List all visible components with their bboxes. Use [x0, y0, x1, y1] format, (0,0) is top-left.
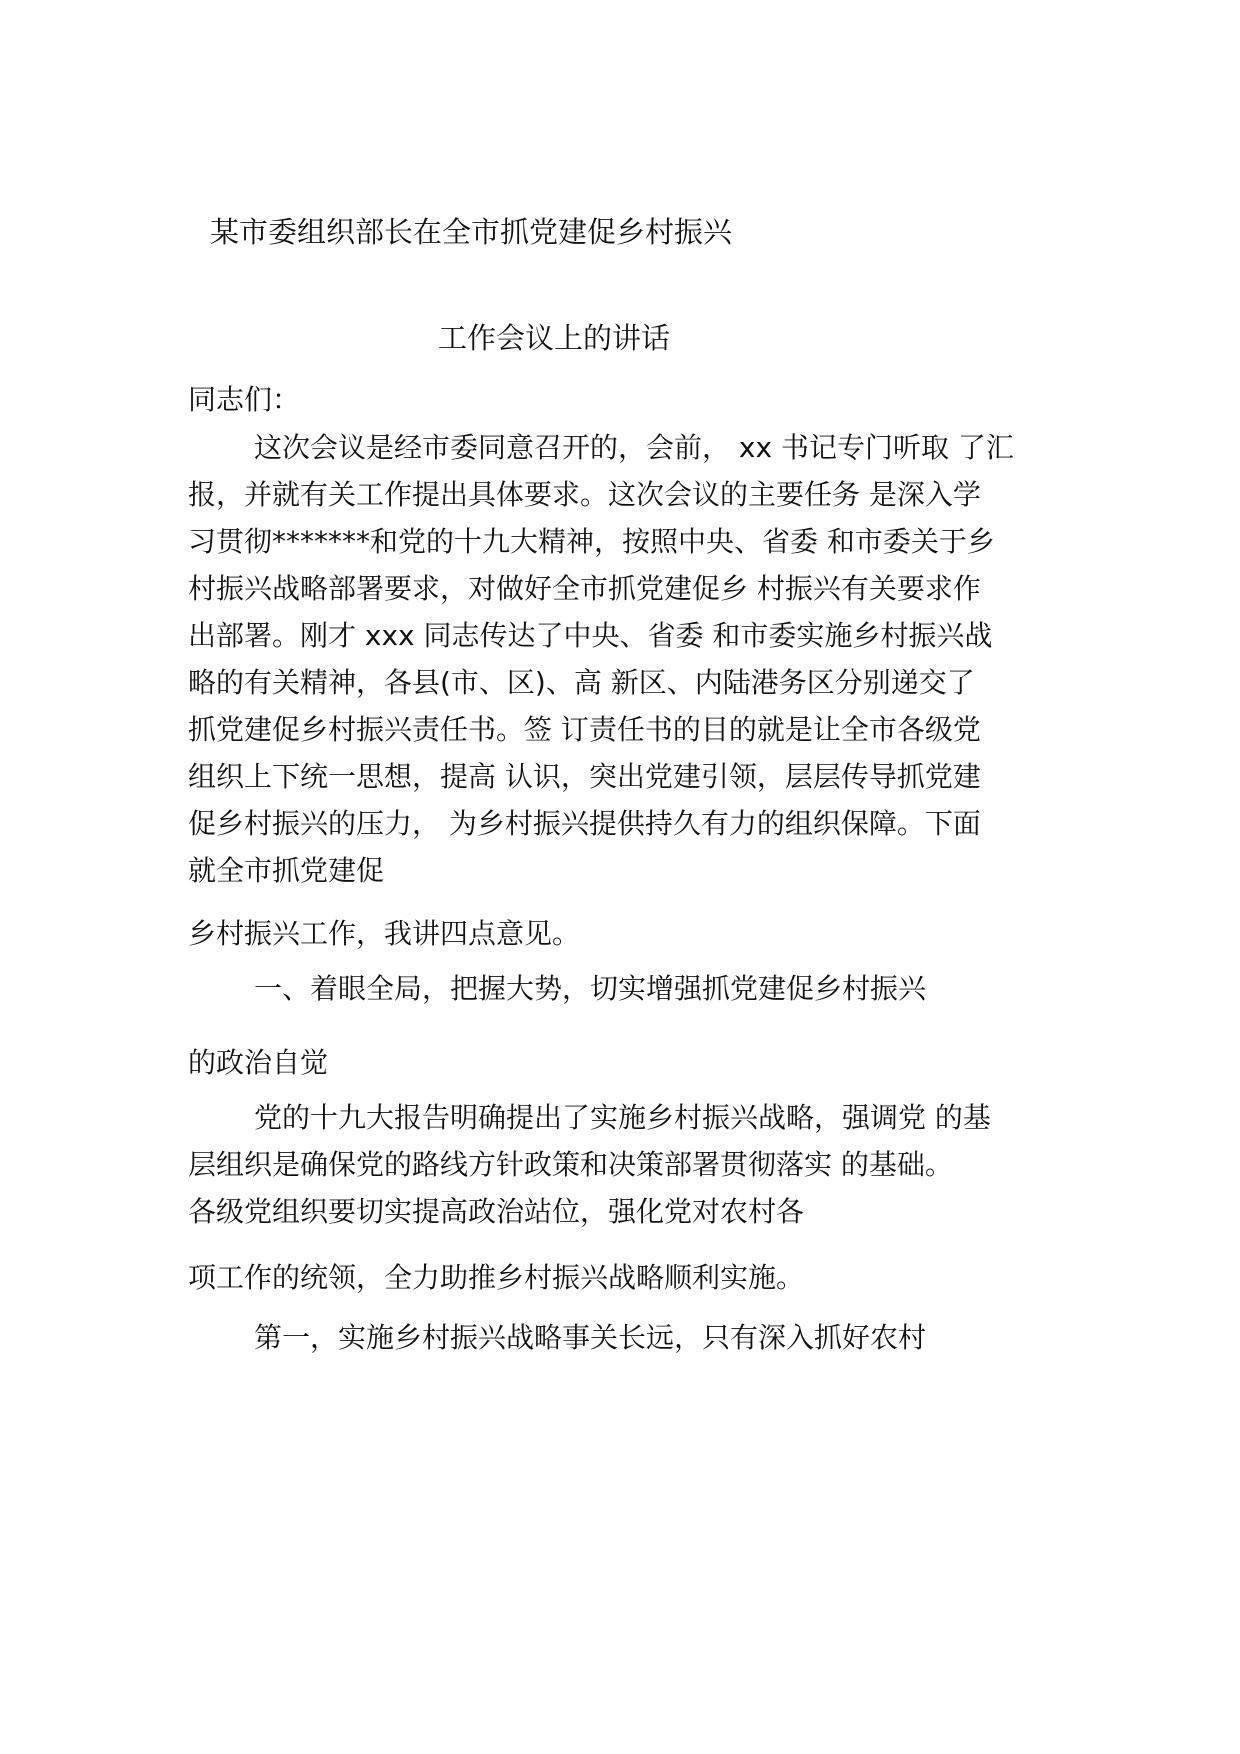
- body-line: 层组织是确保党的路线方针政策和决策部署贯彻落实 的基础。: [188, 1148, 953, 1181]
- body-line: 习贯彻*******和党的十九大精神，按照中央、省委 和市委关于乡: [188, 525, 995, 558]
- body-line: 出部署。刚才 xxx 同志传达了中央、省委 和市委实施乡村振兴战: [188, 619, 993, 652]
- body-line: 项工作的统领，全力助推乡村振兴战略顺利实施。: [188, 1261, 805, 1294]
- body-line: 组织上下统一思想，提高 认识，突出党建引领，层层传导抓党建: [188, 760, 981, 793]
- body-line: 略的有关精神，各县(市、区)、高 新区、内陆港务区分别递交了: [188, 666, 975, 699]
- document-title-line-2: 工作会议上的讲话: [438, 321, 671, 355]
- body-line: 各级党组织要切实提高政治站位，强化党对农村各: [188, 1195, 805, 1228]
- document-title-line-1: 某市委组织部长在全市抓党建促乡村振兴: [210, 215, 733, 249]
- body-line: 乡村振兴工作，我讲四点意见。: [188, 917, 581, 950]
- body-line: 促乡村振兴的压力， 为乡村振兴提供持久有力的组织保障。下面: [188, 807, 981, 840]
- body-line: 报，并就有关工作提出具体要求。这次会议的主要任务 是深入学: [188, 478, 981, 511]
- body-line: 第一，实施乡村振兴战略事关长远，只有深入抓好农村: [254, 1321, 927, 1354]
- body-line: 抓党建促乡村振兴责任书。签 订责任书的目的就是让全市各级党: [188, 713, 981, 746]
- section-heading-line: 的政治自觉: [188, 1046, 329, 1079]
- section-heading-line: 一、着眼全局，把握大势，切实增强抓党建促乡村振兴: [254, 972, 927, 1005]
- salutation: 同志们：: [188, 383, 301, 416]
- body-line: 村振兴战略部署要求，对做好全市抓党建促乡 村振兴有关要求作: [188, 572, 981, 605]
- body-line: 就全市抓党建促: [188, 854, 385, 887]
- body-line: 党的十九大报告明确提出了实施乡村振兴战略，强调党 的基: [254, 1101, 991, 1134]
- body-line: 这次会议是经市委同意召开的，会前， xx 书记专门听取 了汇: [254, 431, 1014, 464]
